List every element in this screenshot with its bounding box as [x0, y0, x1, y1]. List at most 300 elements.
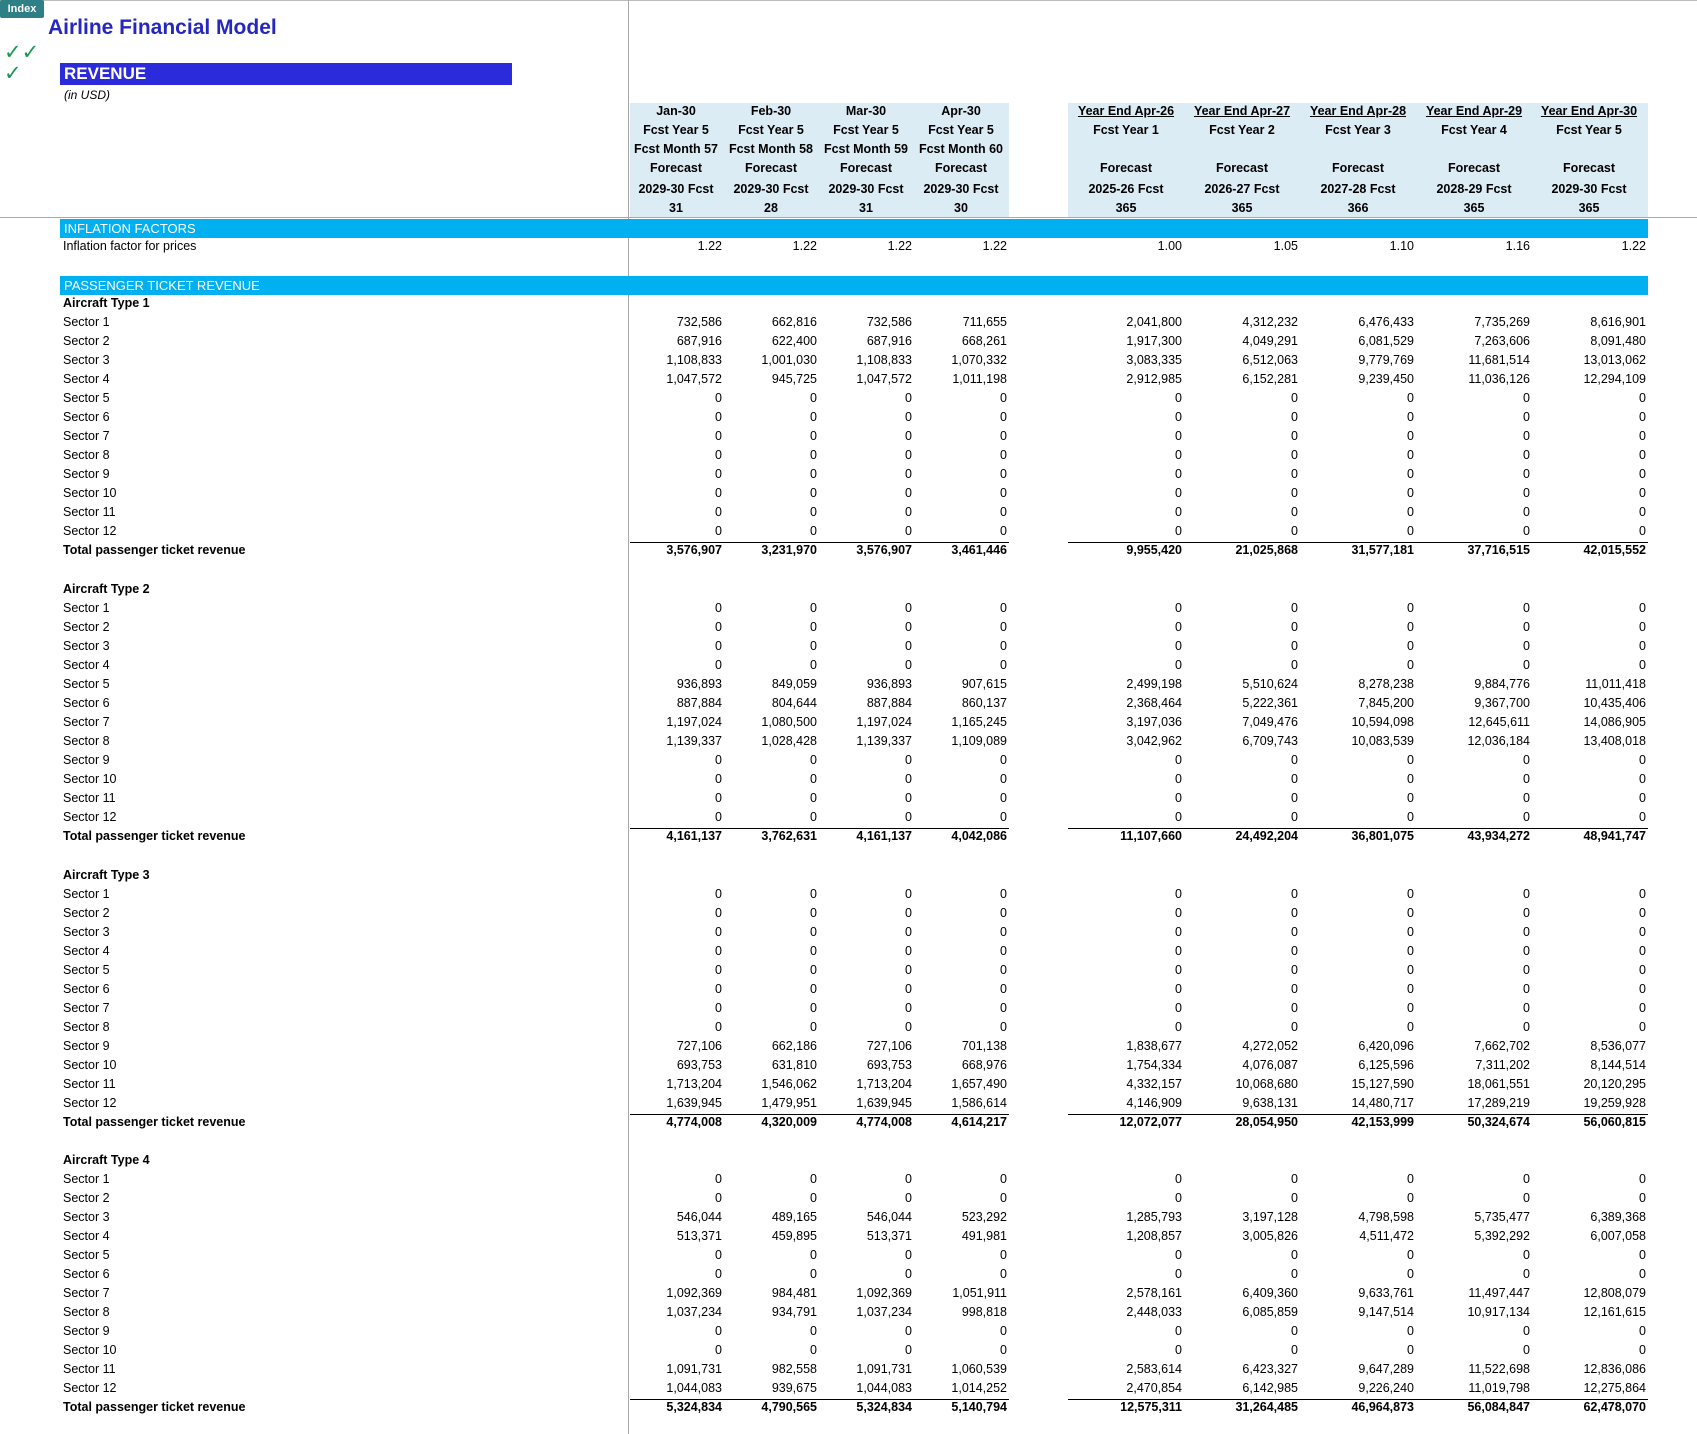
sector-label: Sector 5 — [63, 963, 110, 977]
table-cell: 0 — [1407, 524, 1414, 538]
table-cell: 0 — [1175, 1020, 1182, 1034]
column-header-h6: 365 — [1578, 201, 1600, 215]
table-cell: 6,125,596 — [1358, 1058, 1414, 1072]
table-cell: 0 — [715, 906, 722, 920]
table-cell: 982,558 — [771, 1362, 817, 1376]
table-cell: 1,060,539 — [951, 1362, 1007, 1376]
column-header-h5: 2028-29 Fcst — [1436, 182, 1512, 196]
double-check-icon: ✓✓ — [4, 41, 40, 64]
table-cell: 849,059 — [771, 677, 817, 691]
table-cell: 0 — [1000, 944, 1007, 958]
table-cell: 0 — [810, 772, 817, 786]
table-cell: 0 — [1291, 982, 1298, 996]
table-cell: 0 — [905, 906, 912, 920]
table-cell: 0 — [1407, 1191, 1414, 1205]
table-cell: 8,536,077 — [1590, 1039, 1646, 1053]
column-header-h1: Jan-30 — [656, 104, 696, 118]
table-cell: 0 — [810, 1267, 817, 1281]
sector-label: Sector 4 — [63, 944, 110, 958]
table-cell: 1,044,083 — [856, 1381, 912, 1395]
table-cell: 0 — [1523, 658, 1530, 672]
table-cell: 0 — [1407, 601, 1414, 615]
table-cell: 0 — [1523, 982, 1530, 996]
table-cell: 1,092,369 — [666, 1286, 722, 1300]
table-cell: 0 — [1639, 1248, 1646, 1262]
total-cell: 9,955,420 — [1126, 543, 1182, 557]
total-label: Total passenger ticket revenue — [63, 1115, 246, 1129]
table-cell: 2,912,985 — [1126, 372, 1182, 386]
column-header-h6: 365 — [1463, 201, 1485, 215]
table-cell: 0 — [715, 658, 722, 672]
table-cell: 693,753 — [676, 1058, 722, 1072]
sector-label: Sector 6 — [63, 1267, 110, 1281]
table-cell: 6,420,096 — [1358, 1039, 1414, 1053]
table-cell: 0 — [810, 1191, 817, 1205]
table-cell: 0 — [1407, 467, 1414, 481]
table-cell: 3,197,128 — [1242, 1210, 1298, 1224]
table-cell: 711,655 — [962, 315, 1007, 329]
table-cell: 9,239,450 — [1358, 372, 1414, 386]
total-label: Total passenger ticket revenue — [63, 829, 246, 843]
table-cell: 0 — [1407, 963, 1414, 977]
table-cell: 513,371 — [866, 1229, 912, 1243]
column-header-h4: Forecast — [1099, 161, 1153, 175]
table-cell: 0 — [1175, 1267, 1182, 1281]
table-cell: 1,586,614 — [951, 1096, 1007, 1110]
table-cell: 0 — [810, 486, 817, 500]
table-cell: 0 — [715, 810, 722, 824]
table-cell: 0 — [1407, 620, 1414, 634]
table-cell: 0 — [1175, 410, 1182, 424]
table-cell: 0 — [1000, 1020, 1007, 1034]
table-cell: 11,036,126 — [1468, 372, 1530, 386]
column-header-h4: Forecast — [1331, 161, 1385, 175]
table-cell: 0 — [905, 486, 912, 500]
table-cell: 0 — [1407, 791, 1414, 805]
table-cell: 0 — [1407, 753, 1414, 767]
table-cell: 6,512,063 — [1242, 353, 1298, 367]
table-cell: 0 — [1291, 410, 1298, 424]
inflation-value: 1.22 — [982, 239, 1007, 253]
table-cell: 0 — [1523, 410, 1530, 424]
column-header-h5: 2029-30 Fcst — [1551, 182, 1627, 196]
column-header-h2: Fcst Year 1 — [1093, 123, 1159, 137]
table-cell: 0 — [810, 391, 817, 405]
sector-label: Sector 6 — [63, 410, 110, 424]
column-header-h2: Fcst Year 5 — [1556, 123, 1622, 137]
table-cell: 1,051,911 — [952, 1286, 1007, 1300]
table-cell: 0 — [905, 1191, 912, 1205]
table-cell: 0 — [1175, 791, 1182, 805]
sector-label: Sector 11 — [63, 791, 116, 805]
table-cell: 0 — [1639, 906, 1646, 920]
table-cell: 0 — [1407, 429, 1414, 443]
table-cell: 0 — [1639, 601, 1646, 615]
table-cell: 10,083,539 — [1351, 734, 1414, 748]
table-cell: 0 — [715, 391, 722, 405]
table-cell: 0 — [905, 391, 912, 405]
table-cell: 1,108,833 — [666, 353, 722, 367]
table-cell: 0 — [1291, 524, 1298, 538]
table-cell: 0 — [1639, 391, 1646, 405]
table-cell: 0 — [1639, 1343, 1646, 1357]
table-cell: 0 — [1175, 906, 1182, 920]
sector-label: Sector 7 — [63, 429, 110, 443]
table-cell: 0 — [1175, 1001, 1182, 1015]
header-divider — [0, 217, 1697, 218]
table-cell: 4,076,087 — [1242, 1058, 1298, 1072]
column-header-h4: Forecast — [1562, 161, 1616, 175]
table-cell: 0 — [1523, 448, 1530, 462]
table-cell: 732,586 — [866, 315, 912, 329]
table-cell: 0 — [1407, 887, 1414, 901]
table-cell: 0 — [1175, 810, 1182, 824]
table-cell: 0 — [905, 1324, 912, 1338]
table-cell: 0 — [1407, 1001, 1414, 1015]
table-cell: 804,644 — [771, 696, 817, 710]
table-cell: 0 — [1523, 391, 1530, 405]
table-cell: 0 — [1000, 601, 1007, 615]
table-cell: 0 — [1000, 486, 1007, 500]
table-cell: 0 — [905, 505, 912, 519]
table-cell: 5,735,477 — [1474, 1210, 1530, 1224]
column-header-h4: Forecast — [934, 161, 988, 175]
table-cell: 0 — [810, 658, 817, 672]
table-cell: 934,791 — [771, 1305, 817, 1319]
table-cell: 11,011,418 — [1585, 677, 1646, 691]
table-cell: 12,275,864 — [1583, 1381, 1646, 1395]
table-cell: 668,976 — [961, 1058, 1007, 1072]
column-header-h5: 2029-30 Fcst — [733, 182, 809, 196]
table-cell: 0 — [1000, 658, 1007, 672]
table-cell: 0 — [1407, 906, 1414, 920]
table-cell: 0 — [1407, 1020, 1414, 1034]
table-cell: 0 — [715, 753, 722, 767]
table-cell: 1,091,731 — [666, 1362, 722, 1376]
table-cell: 0 — [1291, 925, 1298, 939]
inflation-value: 1.05 — [1273, 239, 1298, 253]
table-cell: 0 — [1523, 1191, 1530, 1205]
table-cell: 0 — [715, 524, 722, 538]
table-cell: 0 — [715, 505, 722, 519]
table-cell: 860,137 — [961, 696, 1007, 710]
column-header-h1: Apr-30 — [941, 104, 981, 118]
column-header-h2: Fcst Year 2 — [1209, 123, 1275, 137]
table-cell: 6,389,368 — [1590, 1210, 1646, 1224]
sector-label: Sector 1 — [63, 601, 110, 615]
table-cell: 0 — [1000, 1001, 1007, 1015]
table-cell: 1,011,198 — [952, 372, 1007, 386]
table-cell: 7,263,606 — [1474, 334, 1530, 348]
sector-label: Sector 11 — [63, 505, 116, 519]
table-cell: 2,470,854 — [1126, 1381, 1182, 1395]
table-cell: 0 — [1639, 620, 1646, 634]
table-cell: 14,480,717 — [1351, 1096, 1414, 1110]
table-cell: 0 — [1523, 601, 1530, 615]
aircraft-type-heading: Aircraft Type 3 — [63, 868, 150, 882]
inflation-value: 1.10 — [1389, 239, 1414, 253]
table-cell: 1,070,332 — [951, 353, 1007, 367]
table-cell: 8,091,480 — [1590, 334, 1646, 348]
column-header-h2: Fcst Year 3 — [1325, 123, 1391, 137]
table-cell: 0 — [1291, 1343, 1298, 1357]
table-cell: 662,186 — [771, 1039, 817, 1053]
table-cell: 0 — [715, 887, 722, 901]
column-header-h4: Forecast — [1215, 161, 1269, 175]
table-cell: 0 — [1291, 467, 1298, 481]
table-cell: 0 — [1523, 810, 1530, 824]
table-cell: 1,139,337 — [666, 734, 722, 748]
table-cell: 9,884,776 — [1474, 677, 1530, 691]
table-cell: 0 — [1523, 524, 1530, 538]
column-header-h1: Year End Apr-27 — [1193, 104, 1291, 118]
column-header-h4: Forecast — [839, 161, 893, 175]
table-cell: 4,332,157 — [1126, 1077, 1182, 1091]
sector-label: Sector 9 — [63, 753, 110, 767]
table-cell: 0 — [1291, 772, 1298, 786]
table-cell: 0 — [905, 1248, 912, 1262]
table-cell: 0 — [905, 1020, 912, 1034]
table-cell: 0 — [1639, 429, 1646, 443]
table-cell: 0 — [1523, 887, 1530, 901]
table-cell: 0 — [1407, 944, 1414, 958]
table-cell: 0 — [1175, 391, 1182, 405]
inflation-value: 1.16 — [1505, 239, 1530, 253]
table-cell: 0 — [1175, 601, 1182, 615]
table-cell: 936,893 — [676, 677, 722, 691]
table-cell: 0 — [1523, 1020, 1530, 1034]
table-cell: 546,044 — [676, 1210, 722, 1224]
table-cell: 0 — [905, 753, 912, 767]
table-cell: 6,142,985 — [1242, 1381, 1298, 1395]
table-cell: 0 — [1523, 963, 1530, 977]
column-header-h6: 31 — [859, 201, 873, 215]
table-cell: 0 — [715, 467, 722, 481]
table-cell: 693,753 — [866, 1058, 912, 1072]
column-header-h6: 28 — [764, 201, 778, 215]
table-cell: 9,779,769 — [1358, 353, 1414, 367]
table-cell: 9,226,240 — [1358, 1381, 1414, 1395]
units-label: (in USD) — [64, 88, 111, 102]
table-cell: 0 — [715, 1343, 722, 1357]
sector-label: Sector 3 — [63, 1210, 110, 1224]
table-cell: 0 — [1523, 1267, 1530, 1281]
total-cell: 4,614,217 — [951, 1115, 1007, 1129]
table-cell: 0 — [1000, 1248, 1007, 1262]
table-cell: 18,061,551 — [1467, 1077, 1530, 1091]
table-cell: 0 — [905, 467, 912, 481]
total-cell: 43,934,272 — [1467, 829, 1530, 843]
inflation-factors-title: INFLATION FACTORS — [64, 221, 196, 236]
table-cell: 622,400 — [771, 334, 817, 348]
table-cell: 0 — [715, 1248, 722, 1262]
table-cell: 9,647,289 — [1358, 1362, 1414, 1376]
table-cell: 984,481 — [771, 1286, 817, 1300]
table-cell: 0 — [1523, 429, 1530, 443]
table-cell: 0 — [1291, 1191, 1298, 1205]
table-cell: 0 — [905, 887, 912, 901]
column-header-h3: Fcst Month 60 — [918, 142, 1004, 156]
table-cell: 4,146,909 — [1126, 1096, 1182, 1110]
table-cell: 732,586 — [676, 315, 722, 329]
table-cell: 0 — [1523, 772, 1530, 786]
table-cell: 0 — [1175, 658, 1182, 672]
sector-label: Sector 10 — [63, 772, 117, 786]
table-cell: 7,311,202 — [1475, 1058, 1530, 1072]
table-cell: 6,007,058 — [1590, 1229, 1646, 1243]
table-cell: 668,261 — [961, 334, 1007, 348]
table-cell: 0 — [715, 1172, 722, 1186]
total-cell: 3,576,907 — [856, 543, 912, 557]
total-cell: 3,576,907 — [666, 543, 722, 557]
table-cell: 998,818 — [961, 1305, 1007, 1319]
table-cell: 1,001,030 — [761, 353, 817, 367]
table-cell: 727,106 — [676, 1039, 722, 1053]
table-cell: 0 — [1000, 639, 1007, 653]
table-cell: 0 — [810, 906, 817, 920]
table-cell: 1,197,024 — [666, 715, 722, 729]
table-cell: 0 — [810, 944, 817, 958]
table-cell: 0 — [1291, 887, 1298, 901]
inflation-value: 1.22 — [887, 239, 912, 253]
sector-label: Sector 8 — [63, 448, 110, 462]
table-cell: 0 — [1523, 639, 1530, 653]
table-cell: 0 — [1175, 448, 1182, 462]
table-cell: 0 — [715, 925, 722, 939]
table-cell: 6,081,529 — [1358, 334, 1414, 348]
table-cell: 0 — [1407, 1343, 1414, 1357]
table-cell: 0 — [905, 658, 912, 672]
table-cell: 1,546,062 — [761, 1077, 817, 1091]
table-cell: 0 — [715, 1267, 722, 1281]
table-cell: 0 — [1407, 448, 1414, 462]
table-cell: 8,616,901 — [1590, 315, 1646, 329]
page-title: Airline Financial Model — [48, 16, 277, 39]
column-header-h2: Fcst Year 5 — [643, 123, 709, 137]
sector-label: Sector 12 — [63, 810, 117, 824]
table-cell: 0 — [1523, 620, 1530, 634]
table-cell: 1,139,337 — [856, 734, 912, 748]
table-cell: 0 — [1523, 1001, 1530, 1015]
table-cell: 0 — [715, 944, 722, 958]
table-cell: 10,594,098 — [1351, 715, 1414, 729]
sector-label: Sector 10 — [63, 1343, 117, 1357]
table-cell: 0 — [810, 1172, 817, 1186]
aircraft-type-heading: Aircraft Type 4 — [63, 1153, 150, 1167]
table-cell: 0 — [1000, 391, 1007, 405]
sector-label: Sector 4 — [63, 1229, 110, 1243]
sector-label: Sector 7 — [63, 715, 110, 729]
table-cell: 0 — [1000, 620, 1007, 634]
sector-label: Sector 4 — [63, 372, 110, 386]
table-cell: 0 — [1407, 391, 1414, 405]
table-cell: 12,036,184 — [1467, 734, 1530, 748]
passenger-ticket-revenue-title: PASSENGER TICKET REVENUE — [64, 278, 260, 293]
aircraft-type-heading: Aircraft Type 1 — [63, 296, 150, 310]
table-cell: 0 — [715, 601, 722, 615]
sector-label: Sector 9 — [63, 1039, 110, 1053]
table-cell: 0 — [905, 448, 912, 462]
table-cell: 12,645,611 — [1468, 715, 1530, 729]
sector-label: Sector 2 — [63, 906, 110, 920]
table-cell: 0 — [1407, 1248, 1414, 1262]
table-cell: 0 — [1175, 639, 1182, 653]
table-cell: 4,798,598 — [1358, 1210, 1414, 1224]
table-cell: 0 — [1407, 505, 1414, 519]
column-header-h6: 30 — [954, 201, 968, 215]
table-cell: 4,312,232 — [1242, 315, 1298, 329]
sector-label: Sector 8 — [63, 1305, 110, 1319]
sector-label: Sector 10 — [63, 1058, 117, 1072]
table-cell: 0 — [1000, 772, 1007, 786]
sector-label: Sector 2 — [63, 334, 110, 348]
table-cell: 0 — [1175, 887, 1182, 901]
column-header-h1: Year End Apr-30 — [1540, 104, 1638, 118]
table-cell: 0 — [810, 887, 817, 901]
column-header-h1: Mar-30 — [845, 104, 887, 118]
table-cell: 2,368,464 — [1126, 696, 1182, 710]
passenger-ticket-revenue-bar — [60, 276, 1648, 295]
total-cell: 5,324,834 — [666, 1400, 722, 1414]
total-label: Total passenger ticket revenue — [63, 1400, 246, 1414]
table-cell: 6,709,743 — [1242, 734, 1298, 748]
table-cell: 0 — [715, 982, 722, 996]
table-cell: 687,916 — [676, 334, 722, 348]
table-cell: 0 — [1639, 658, 1646, 672]
table-cell: 0 — [1000, 410, 1007, 424]
index-button[interactable]: Index — [0, 0, 44, 18]
column-header-h2: Fcst Year 5 — [928, 123, 994, 137]
table-cell: 0 — [1291, 1020, 1298, 1034]
table-cell: 0 — [905, 410, 912, 424]
table-cell: 0 — [1639, 772, 1646, 786]
sector-label: Sector 12 — [63, 1096, 117, 1110]
total-cell: 48,941,747 — [1583, 829, 1646, 843]
table-cell: 0 — [1407, 982, 1414, 996]
table-cell: 0 — [810, 524, 817, 538]
table-cell: 1,639,945 — [666, 1096, 722, 1110]
aircraft-type-heading: Aircraft Type 2 — [63, 582, 150, 596]
table-cell: 0 — [715, 486, 722, 500]
table-cell: 0 — [1291, 658, 1298, 672]
table-cell: 0 — [1175, 486, 1182, 500]
table-cell: 1,044,083 — [666, 1381, 722, 1395]
total-cell: 12,072,077 — [1119, 1115, 1182, 1129]
table-cell: 0 — [1407, 486, 1414, 500]
column-header-h6: 365 — [1231, 201, 1253, 215]
table-cell: 0 — [1000, 429, 1007, 443]
total-cell: 3,762,631 — [761, 829, 817, 843]
table-cell: 11,681,514 — [1468, 353, 1530, 367]
column-header-h1: Feb-30 — [750, 104, 792, 118]
table-cell: 0 — [715, 410, 722, 424]
table-cell: 0 — [905, 639, 912, 653]
table-cell: 0 — [1639, 1001, 1646, 1015]
table-cell: 0 — [905, 1267, 912, 1281]
table-cell: 0 — [1291, 505, 1298, 519]
table-cell: 1,037,234 — [666, 1305, 722, 1319]
top-border — [0, 0, 1697, 1]
table-cell: 0 — [1175, 429, 1182, 443]
table-cell: 0 — [1291, 620, 1298, 634]
table-cell: 0 — [905, 772, 912, 786]
table-cell: 0 — [1407, 772, 1414, 786]
table-cell: 0 — [1407, 410, 1414, 424]
total-cell: 3,461,446 — [951, 543, 1007, 557]
table-cell: 0 — [1175, 620, 1182, 634]
table-cell: 0 — [810, 410, 817, 424]
table-cell: 1,917,300 — [1126, 334, 1182, 348]
